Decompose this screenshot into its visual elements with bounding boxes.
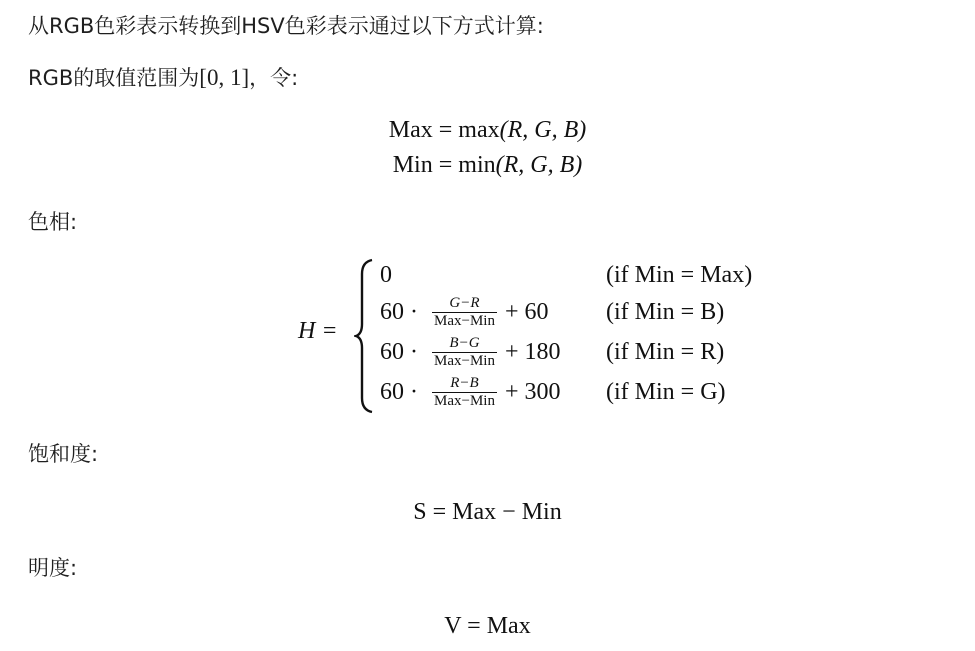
max-args: (R, G, B) xyxy=(499,117,587,143)
intro-text: 从RGB色彩表示转换到HSV色彩表示通过以下方式计算: xyxy=(28,14,544,38)
case-offset: + 60 xyxy=(504,298,549,325)
saturation-formula: S = Max − Min xyxy=(413,499,562,525)
fraction xyxy=(432,375,497,410)
range-text: RGB的取值范围为 xyxy=(28,66,200,90)
range-interval: [0, 1] xyxy=(199,65,250,90)
value-equation xyxy=(0,610,975,642)
value-formula: V = Max xyxy=(444,613,531,639)
range-paragraph xyxy=(28,64,298,92)
case-coefficient: 60 · xyxy=(380,378,424,405)
case-condition: (if Min = Max) xyxy=(606,261,753,288)
min-function: min xyxy=(458,152,496,178)
case-coefficient: 0 xyxy=(380,261,392,288)
value-label: 明度: xyxy=(28,556,78,580)
max-definition xyxy=(0,114,975,146)
hue-lhs: H = xyxy=(298,318,344,344)
case-condition: (if Min = R) xyxy=(606,338,725,365)
fraction-numerator: R−B xyxy=(450,374,479,391)
min-definition xyxy=(0,149,975,181)
fraction xyxy=(432,335,497,370)
min-args: (R, G, B) xyxy=(495,152,583,178)
intro-paragraph xyxy=(28,12,544,40)
fraction-denominator: Max−Min xyxy=(434,352,495,369)
fraction xyxy=(432,295,497,330)
left-brace xyxy=(354,258,376,414)
fraction-denominator: Max−Min xyxy=(434,312,495,329)
range-let-text: ，令: xyxy=(249,66,299,90)
max-function: max xyxy=(458,117,500,143)
case-offset: + 180 xyxy=(504,338,561,365)
max-lhs: Max xyxy=(388,117,433,143)
value-heading xyxy=(28,554,77,582)
case-condition: (if Min = B) xyxy=(606,298,725,325)
fraction-numerator: G−R xyxy=(449,294,480,311)
fraction-numerator: B−G xyxy=(449,334,480,351)
saturation-equation xyxy=(0,496,975,528)
saturation-heading xyxy=(28,440,98,468)
min-lhs: Min xyxy=(392,152,433,178)
fraction-denominator: Max−Min xyxy=(434,392,495,409)
min-equals: = xyxy=(432,152,459,178)
case-offset: + 300 xyxy=(504,378,561,405)
case-condition: (if Min = G) xyxy=(606,378,726,405)
hue-equation xyxy=(298,258,778,418)
hue-heading xyxy=(28,208,77,236)
saturation-label: 饱和度: xyxy=(28,442,99,466)
max-equals: = xyxy=(432,117,459,143)
case-coefficient: 60 · xyxy=(380,338,424,365)
case-coefficient: 60 · xyxy=(380,298,424,325)
hue-label: 色相: xyxy=(28,210,78,234)
